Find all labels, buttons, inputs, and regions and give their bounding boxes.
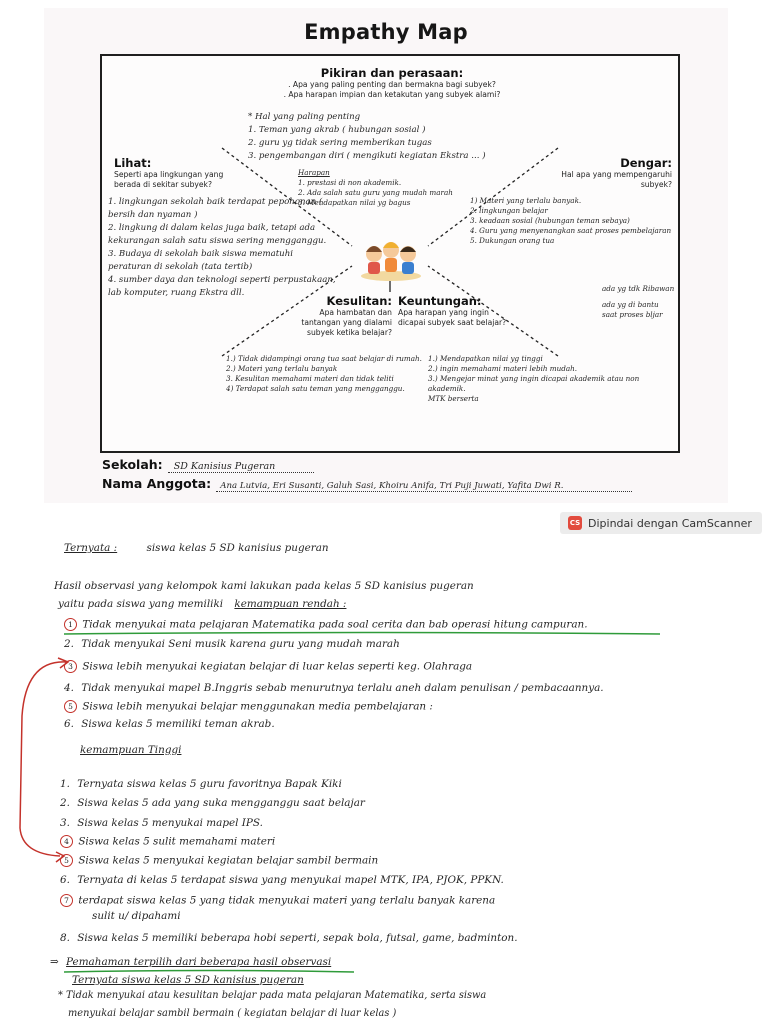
- high-item: [60, 932, 518, 944]
- item-number: 3: [64, 660, 77, 673]
- expectation-item: 1. prestasi di non akademik.: [298, 178, 402, 187]
- intro-text: Hasil observasi yang kelompok kami lakukan pada kelas 5 SD kanisius pugeran: [54, 580, 474, 592]
- members-row: [102, 473, 712, 490]
- high-item-text: Siswa kelas 5 ada yang suka mengganggu saat belajar: [77, 797, 365, 809]
- gain-title: Keuntungan:: [398, 294, 482, 308]
- low-item: [64, 638, 400, 650]
- empathy-map-title: Empathy Map: [304, 20, 468, 44]
- high-item-text: Siswa kelas 5 memiliki beberapa hobi seperti, sepak bola, futsal, game, badminton.: [77, 932, 518, 944]
- expectation-notes: [298, 168, 478, 208]
- low-item: [64, 682, 604, 694]
- expectation-head: Harapan: [298, 168, 330, 177]
- hear-item: 1) Materi yang terlalu banyak.: [470, 196, 582, 205]
- handwritten-notes: [0, 536, 768, 1024]
- hear-item: 5. Dukungan orang tua: [470, 236, 555, 245]
- pain-question: Apa hambatan dan tantangan yang dialami subyek ketika belajar?: [301, 308, 392, 337]
- low-item-text: Siswa lebih menyukai belajar menggunakan media pembelajaran :: [82, 700, 433, 713]
- hear-side-notes: [602, 284, 676, 320]
- item-number: 4.: [64, 682, 74, 694]
- see-answers: [108, 196, 338, 300]
- high-item-text: Ternyata siswa kelas 5 guru favoritnya Bapak Kiki: [77, 778, 342, 790]
- item-number: 5: [64, 700, 77, 713]
- intro-line: [54, 580, 474, 592]
- pain-item: 3. Kesulitan memahami materi dan tidak teliti: [226, 374, 394, 383]
- pain-section: [282, 294, 392, 338]
- high-item-text: sulit u/ dipahami: [92, 910, 181, 922]
- high-ability-label: kemampuan Tinggi: [80, 744, 182, 756]
- item-number: 3.: [60, 817, 70, 829]
- high-item-text: Siswa kelas 5 menyukai mapel IPS.: [77, 817, 263, 829]
- hear-side-note: ada yg di bantu saat proses bljar: [602, 300, 663, 319]
- notes-heading-row: [64, 542, 329, 554]
- gain-item: 1.) Mendapatkan nilai yg tinggi: [428, 354, 543, 363]
- low-item-text: Tidak menyukai mapel B.Inggris sebab menurutnya terlalu aneh dalam penulisan / pembacaannya.: [81, 682, 604, 694]
- high-item: [60, 835, 275, 848]
- gain-item: MTK berserta: [428, 394, 479, 403]
- gain-question: Apa harapan yang ingin dicapai subyek saat belajar?: [398, 308, 507, 327]
- see-section: [114, 156, 234, 190]
- members-value: Ana Lutvia, Eri Susanti, Galuh Sasi, Khoiru Anifa, Tri Puji Juwati, Yafita Dwi R.: [216, 481, 632, 492]
- high-item-text: Siswa kelas 5 menyukai kegiatan belajar sambil bermain: [78, 854, 379, 867]
- school-info: [102, 454, 712, 490]
- members-label: Nama Anggota:: [102, 476, 212, 491]
- see-item: 4. sumber daya dan teknologi seperti perpustakaan, lab komputer, ruang Ekstra dll.: [108, 275, 336, 298]
- thinking-section: [252, 66, 532, 100]
- low-item: [64, 660, 472, 673]
- hear-section: [560, 156, 672, 190]
- high-item-text: Siswa kelas 5 sulit memahami materi: [78, 835, 276, 848]
- thinking-answer-head: * Hal yang paling penting: [248, 112, 361, 122]
- hear-item: 2. lingkungan belajar: [470, 206, 548, 215]
- see-item: 1. lingkungan sekolah baik terdapat pepohonan ( bersih dan nyaman ): [108, 197, 323, 220]
- empathy-map-frame: [100, 54, 680, 453]
- camscanner-watermark: [560, 512, 762, 534]
- thinking-title: Pikiran dan perasaan:: [320, 66, 464, 80]
- hear-question: Hal apa yang mempengaruhi subyek?: [561, 170, 672, 189]
- high-item: [60, 817, 263, 829]
- school-label: Sekolah:: [102, 457, 163, 472]
- high-item: [92, 910, 181, 922]
- item-number: 4: [60, 835, 73, 848]
- thinking-question-2: . Apa harapan impian dan ketakutan yang subyek alami?: [283, 90, 501, 99]
- gain-item: 3.) Mengejar minat yang ingin dicapai akademik atau non akademik.: [428, 374, 640, 393]
- high-item: [60, 797, 365, 809]
- school-row: [102, 454, 712, 471]
- item-number: 2.: [64, 638, 74, 650]
- item-number: 5: [60, 854, 73, 867]
- notes-heading-rest: siswa kelas 5 SD kanisius pugeran: [146, 542, 329, 554]
- arrow-bullet-icon: ⇒: [50, 956, 59, 968]
- see-title: Lihat:: [114, 156, 152, 170]
- item-number: 7: [60, 894, 73, 907]
- intro-text-2: yaitu pada siswa yang memiliki: [58, 598, 224, 610]
- item-number: 1.: [60, 778, 70, 790]
- low-item-text: Tidak menyukai Seni musik karena guru yang mudah marah: [81, 638, 400, 650]
- gain-item: 2.) ingin memahami materi lebih mudah.: [428, 364, 578, 373]
- pain-title: Kesulitan:: [326, 294, 392, 308]
- low-ability-label: kemampuan rendah :: [234, 598, 347, 610]
- hear-item: 3. keadaan sosial (hubungan teman sebaya): [470, 216, 630, 225]
- pain-item: 1.) Tidak didampingi orang tua saat belajar di rumah.: [226, 354, 422, 363]
- green-underline: [64, 630, 664, 638]
- pain-item: 4) Terdapat salah satu teman yang mengganggu.: [226, 384, 405, 393]
- low-item-text: Siswa kelas 5 memiliki teman akrab.: [81, 718, 275, 730]
- high-item: [60, 894, 495, 907]
- hear-title: Dengar:: [620, 156, 672, 170]
- high-item: [60, 874, 504, 886]
- camscanner-text: Dipindai dengan CamScanner: [588, 516, 752, 530]
- summary-line: menyukai belajar sambil bermain ( kegiatan belajar di luar kelas ): [68, 1008, 397, 1019]
- high-item: [60, 854, 378, 867]
- summary-line: * Tidak menyukai atau kesulitan belajar pada mata pelajaran Matematika, serta siswa: [58, 990, 487, 1001]
- thinking-answer: 3. pengembangan diri ( mengikuti kegiatan Ekstra ... ): [248, 151, 486, 161]
- see-item: 2. lingkung di dalam kelas juga baik, tetapi ada kekurangan salah satu siswa sering mengganggu.: [108, 223, 327, 246]
- item-number: 6.: [64, 718, 74, 730]
- hear-side-note: ada yg tdk Ribawan: [602, 284, 675, 293]
- high-item-text: Ternyata di kelas 5 terdapat siswa yang menyukai mapel MTK, IPA, PJOK, PPKN.: [77, 874, 504, 886]
- summary-line: Ternyata siswa kelas 5 SD kanisius pugeran: [72, 974, 304, 986]
- thinking-answers: [248, 111, 548, 163]
- high-item: [60, 778, 342, 790]
- item-number: 1: [64, 618, 77, 631]
- notes-heading: Ternyata :: [64, 542, 118, 554]
- empathy-map-sheet: [44, 8, 728, 503]
- item-number: 2.: [60, 797, 70, 809]
- low-item: [64, 718, 275, 730]
- high-item-text: terdapat siswa kelas 5 yang tidak menyukai materi yang terlalu banyak karena: [78, 894, 496, 907]
- intro-line-2: [58, 598, 346, 610]
- children-illustration-icon: [358, 236, 424, 282]
- thinking-answer: 2. guru yg tidak sering memberikan tugas: [248, 138, 432, 148]
- low-item: [64, 700, 433, 713]
- camscanner-logo-icon: CS: [568, 516, 582, 530]
- see-item: 3. Budaya di sekolah baik siswa mematuhi peraturan di sekolah (tata tertib): [108, 249, 293, 272]
- thinking-answer: 1. Teman yang akrab ( hubungan sosial ): [248, 125, 426, 135]
- low-item-text: Tidak menyukai mata pelajaran Matematika pada soal cerita dan bab operasi hitung campuran.: [82, 618, 588, 631]
- gain-section: [398, 294, 508, 328]
- summary-label-row: [50, 956, 331, 968]
- expectation-item: 2. Ada salah satu guru yang mudah marah: [298, 188, 453, 197]
- hear-item: 4. Guru yang menyenangkan saat proses pembelajaran: [470, 226, 672, 235]
- hear-answers: [470, 196, 675, 246]
- pain-answers: [226, 354, 426, 394]
- item-number: 8.: [60, 932, 70, 944]
- low-item-text: Siswa lebih menyukai kegiatan belajar di luar kelas seperti keg. Olahraga: [82, 660, 473, 673]
- see-question: Seperti apa lingkungan yang berada di sekitar subyek?: [114, 170, 224, 189]
- item-number: 6.: [60, 874, 70, 886]
- school-value: SD Kanisius Pugeran: [168, 461, 314, 473]
- gain-answers: [428, 354, 673, 404]
- thinking-question-1: . Apa yang paling penting dan bermakna bagi subyek?: [288, 80, 496, 89]
- pain-item: 2.) Materi yang terlalu banyak: [226, 364, 338, 373]
- summary-label: Pemahaman terpilih dari beberapa hasil observasi: [66, 956, 332, 968]
- expectation-item: 3. Mendapatkan nilai yg bagus: [298, 198, 411, 207]
